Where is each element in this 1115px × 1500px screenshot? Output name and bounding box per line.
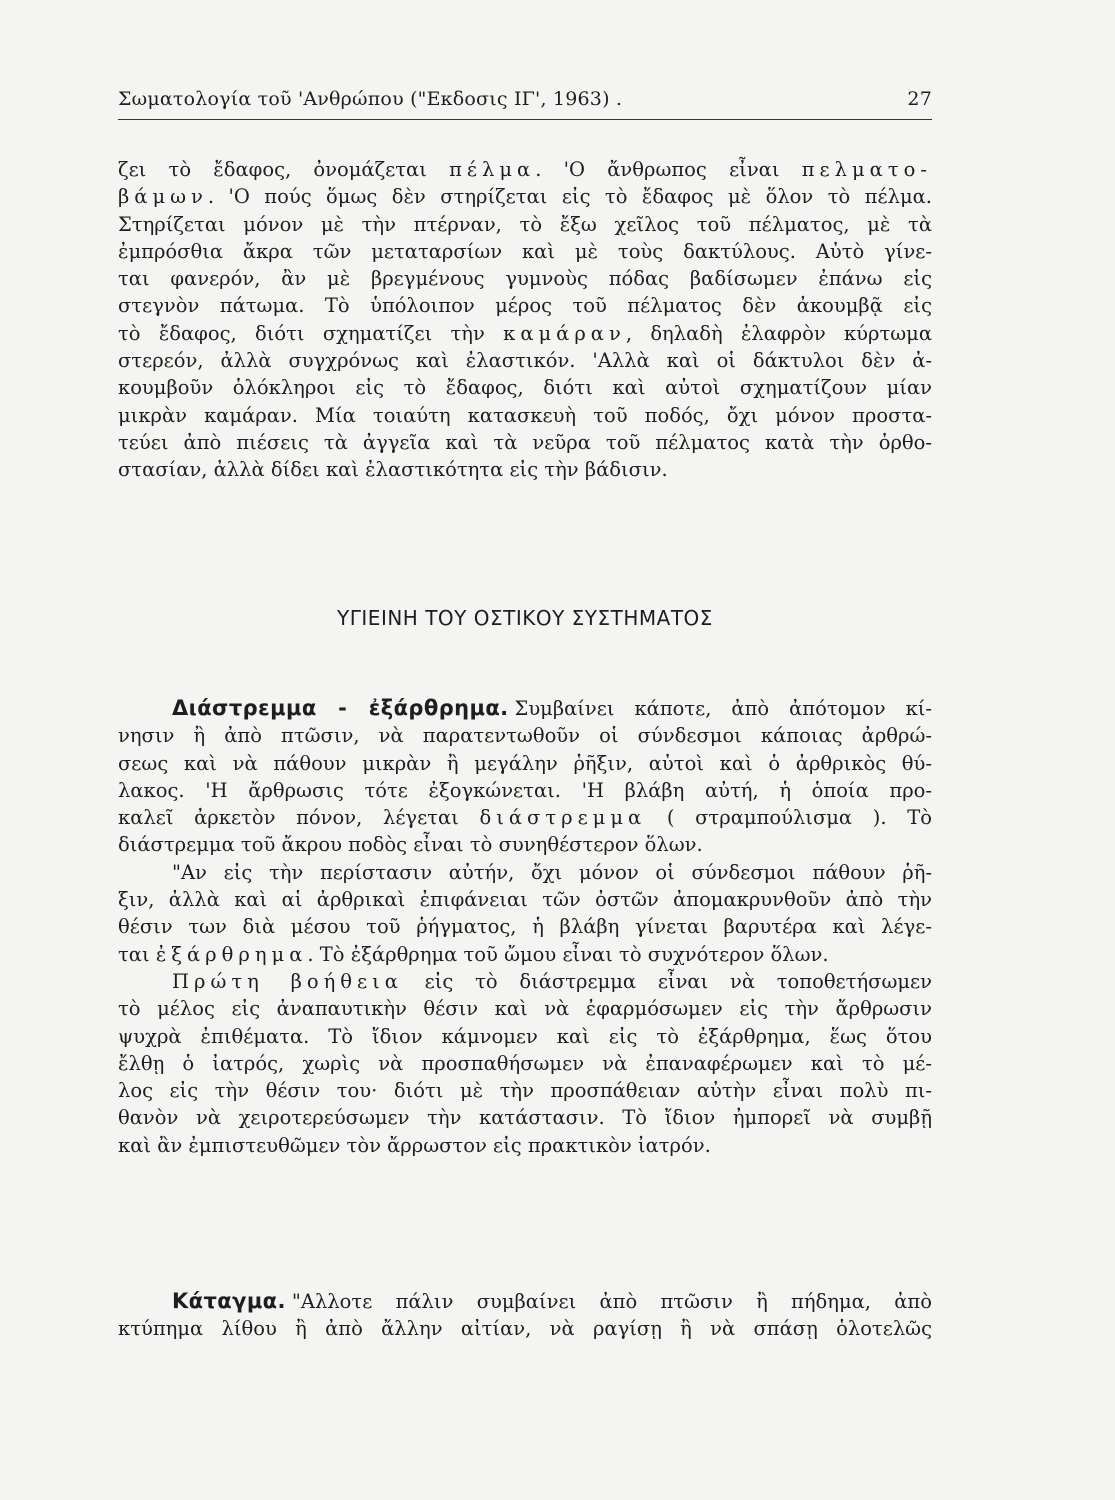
text-line: ται ἐξάρθρημα. Τὸ ἐξάρθρημα τοῦ ὤμου εἶναι τὸ συχνότερον ὅλων. bbox=[118, 942, 829, 966]
text-line: στερεόν, ἀλλὰ συγχρόνως καὶ ἐλαστικόν. 'Αλλὰ καὶ οἱ δάκτυλοι δὲν ἀ- bbox=[118, 349, 932, 373]
text-line: καλεῖ ἀρκετὸν πόνον, λέγεται διάστρεμμα ( στραμπούλισμα ). Τὸ bbox=[118, 806, 932, 830]
header-title: Σωματολογία τοῦ 'Ανθρώπου ("Εκδοσις ΙΓ', 1963) . bbox=[118, 88, 623, 110]
text-line: ἔλθῃ ὁ ἰατρός, χωρὶς νὰ προσπαθήσωμεν νὰ ἐπαναφέρωμεν καὶ τὸ μέ- bbox=[118, 1051, 932, 1075]
text-line: σεως καὶ νὰ πάθουν μικρὰν ἢ μεγάλην ῥῆξιν, αὐτοὶ καὶ ὁ ἀρθρικὸς θύ- bbox=[118, 751, 932, 775]
text-line: θέσιν των διὰ μέσου τοῦ ῥήγματος, ἡ βλάβη γίνεται βαρυτέρα καὶ λέγε- bbox=[118, 915, 932, 939]
spaced-term: ἐξάρθρημα bbox=[155, 942, 308, 966]
section-body bbox=[118, 695, 932, 1159]
text-line: θανὸν νὰ χειροτερεύσωμεν τὴν κατάστασιν. Τὸ ἴδιον ἠμπορεῖ νὰ συμβῇ bbox=[118, 1106, 932, 1130]
text-line: καὶ ἂν ἐμπιστευθῶμεν τὸν ἄρρωστον εἰς πρακτικὸν ἰατρόν. bbox=[118, 1133, 711, 1157]
text-line: ψυχρὰ ἐπιθέματα. Τὸ ἴδιον κάμνομεν καὶ εἰς τὸ ἐξάρθρημα, ἕως ὅτου bbox=[118, 1024, 932, 1048]
paragraph-exarthrima bbox=[118, 859, 932, 968]
text-line: Στηρίζεται μόνον μὲ τὴν πτέρναν, τὸ ἔξω χεῖλος τοῦ πέλματος, μὲ τὰ bbox=[118, 212, 932, 236]
text-line: στασίαν, ἀλλὰ δίδει καὶ ἐλαστικότητα εἰς τὴν βάδισιν. bbox=[118, 458, 668, 482]
text-line: λος εἰς τὴν θέσιν του· διότι μὲ τὴν προσπάθειαν αὐτὴν εἶναι πολὺ πι- bbox=[118, 1079, 932, 1103]
text-line: λακος. 'Η ἄρθρωσις τότε ἐξογκώνεται. 'Η βλάβη αὐτή, ἡ ὁποία προ- bbox=[118, 778, 932, 802]
text-line: διάστρεμμα τοῦ ἄκρου ποδὸς εἶναι τὸ συνηθέστερον ὅλων. bbox=[118, 833, 703, 857]
text-line: ζει τὸ ἔδαφος, ὀνομάζεται πέλμα. 'Ο ἄνθρωπος εἶναι πελματο- bbox=[118, 158, 932, 181]
spaced-term: καμάραν bbox=[503, 321, 626, 345]
text-line: τὸ ἔδαφος, διότι σχηματίζει τὴν καμάραν, δηλαδὴ ἐλαφρὸν κύρτωμα bbox=[118, 321, 932, 345]
fracture-section bbox=[118, 1288, 932, 1343]
text-line: Πρώτη βοήθεια εἰς τὸ διάστρεμμα εἶναι νὰ τοποθετήσωμεν bbox=[172, 969, 932, 993]
text-line: νησιν ἢ ἀπὸ πτῶσιν, νὰ παρατεντωθοῦν οἱ σύνδεσμοι κάποιας ἀρθρώ- bbox=[118, 724, 932, 748]
text-line: κουμβοῦν ὁλόκληροι εἰς τὸ ἔδαφος, διότι καὶ αὐτοὶ σχηματίζουν μίαν bbox=[118, 376, 932, 400]
paragraph-first-aid bbox=[118, 968, 932, 1159]
text-line: Κάταγμα. "Αλλοτε πάλιν συμβαίνει ἀπὸ πτῶσιν ἢ πήδημα, ἀπὸ bbox=[172, 1289, 932, 1313]
text-line: τεύει ἀπὸ πιέσεις τὰ ἀγγεῖα καὶ τὰ νεῦρα τοῦ πέλματος κατὰ τὴν ὀρθο- bbox=[118, 430, 932, 454]
paragraph-diastremma bbox=[118, 695, 932, 859]
subheading-diastremma: Διάστρεμμα - ἐξάρθρημα. bbox=[172, 696, 509, 720]
text-line: ξιν, ἀλλὰ καὶ αἱ ἀρθρικαὶ ἐπιφάνειαι τῶν ὀστῶν ἀπομακρυνθοῦν ἀπὸ τὴν bbox=[118, 888, 932, 912]
page-number: 27 bbox=[907, 88, 932, 110]
text-line: ἐμπρόσθια ἄκρα τῶν μεταταρσίων καὶ μὲ τοὺς δακτύλους. Αὐτὸ γίνε- bbox=[118, 239, 932, 263]
spaced-term: διάστρεμμα bbox=[479, 806, 647, 830]
text-line: βάμων. 'Ο πούς ὅμως δὲν στηρίζεται εἰς τὸ ἔδαφος μὲ ὅλον τὸ πέλμα. bbox=[118, 185, 932, 209]
text-line: "Αν εἰς τὴν περίστασιν αὐτήν, ὄχι μόνον οἱ σύνδεσμοι πάθουν ῥῆ- bbox=[172, 860, 932, 884]
header-rule bbox=[118, 119, 932, 120]
paragraph-pelma bbox=[118, 156, 932, 484]
text-line: μικρὰν καμάραν. Μία τοιαύτη κατασκευὴ τοῦ ποδός, ὄχι μόνον προστα- bbox=[118, 403, 932, 427]
spaced-term: πελματο- bbox=[801, 158, 932, 181]
spaced-term: Πρώτη βοήθεια bbox=[172, 969, 403, 993]
spaced-term: βάμων bbox=[118, 185, 208, 209]
text-line: Διάστρεμμα - ἐξάρθρημα. Συμβαίνει κάποτε, ἀπὸ ἀπότομον κί- bbox=[172, 696, 932, 720]
text-line: στεγνὸν πάτωμα. Τὸ ὑπόλοιπον μέρος τοῦ πέλματος δὲν ἀκουμβᾷ εἰς bbox=[118, 294, 932, 318]
subheading-katagma: Κάταγμα. bbox=[172, 1289, 286, 1313]
spaced-term: πέλμα bbox=[449, 158, 536, 181]
text-line: ται φανερόν, ἂν μὲ βρεγμένους γυμνοὺς πόδας βαδίσωμεν ἐπάνω εἰς bbox=[118, 267, 932, 291]
section-title: ΥΓΙΕΙΝΗ ΤΟΥ ΟΣΤΙΚΟΥ ΣΥΣΤΗΜΑΤΟΣ bbox=[337, 606, 713, 630]
text-line: τὸ μέλος εἰς ἀναπαυτικὴν θέσιν καὶ νὰ ἐφαρμόσωμεν εἰς τὴν ἄρθρωσιν bbox=[118, 997, 932, 1021]
paragraph-katagma bbox=[118, 1288, 932, 1343]
text-line: κτύπημα λίθου ἢ ἀπὸ ἄλλην αἰτίαν, νὰ ραγίσῃ ἢ νὰ σπάσῃ ὁλοτελῶς bbox=[118, 1317, 932, 1341]
